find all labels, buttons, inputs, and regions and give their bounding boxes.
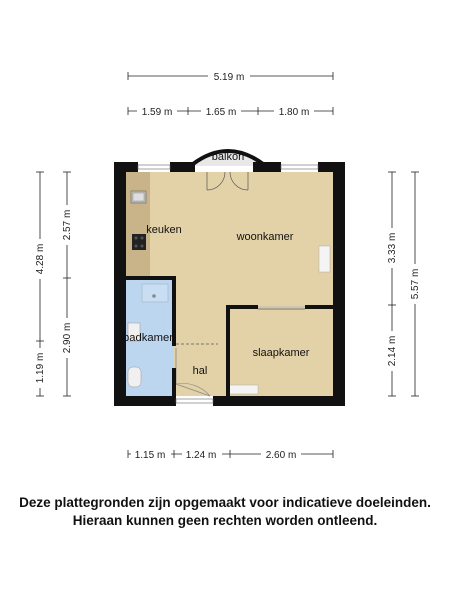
disclaimer-line-1: Deze plattegronden zijn opgemaakt voor indicatieve doeleinden. (19, 495, 431, 510)
room-label-woonkamer: woonkamer (236, 231, 294, 243)
room-label-keuken: keuken (146, 224, 182, 236)
dim-top-seg-2: 1.65 m (205, 107, 237, 118)
dim-bottom-seg-1: 1.15 m (134, 450, 166, 461)
dim-top-seg-3: 1.80 m (278, 107, 310, 118)
dim-bottom-seg-3: 2.60 m (265, 450, 297, 461)
dim-right-seg-1: 3.33 m (387, 232, 398, 264)
room-label-badkamer: badkamer (123, 332, 174, 344)
room-label-slaapkamer: slaapkamer (252, 347, 310, 359)
dim-left-seg-2: 2.90 m (62, 322, 73, 354)
radiator (319, 246, 330, 272)
dim-left-total: 4.28 m (35, 243, 46, 275)
dim-bottom-seg-2: 1.24 m (185, 450, 217, 461)
kitchen-stove (132, 234, 146, 250)
slaapkamer-radiator (228, 385, 258, 394)
bath-toilet (128, 367, 141, 387)
dim-left-seg-1: 2.57 m (62, 209, 73, 241)
disclaimer (0, 494, 450, 530)
dim-top-seg-1: 1.59 m (141, 107, 173, 118)
bath-shower (142, 284, 168, 302)
disclaimer-line-2: Hieraan kunnen geen rechten worden ontleend. (72, 513, 378, 528)
dim-right-total: 5.57 m (410, 268, 421, 300)
room-label-hal: hal (192, 365, 208, 377)
dim-top-total: 5.19 m (213, 72, 245, 83)
dim-right-seg-2: 2.14 m (387, 335, 398, 367)
room-label-balkon: balkon (211, 151, 245, 163)
dim-left-outer-lower: 1.19 m (35, 352, 46, 384)
